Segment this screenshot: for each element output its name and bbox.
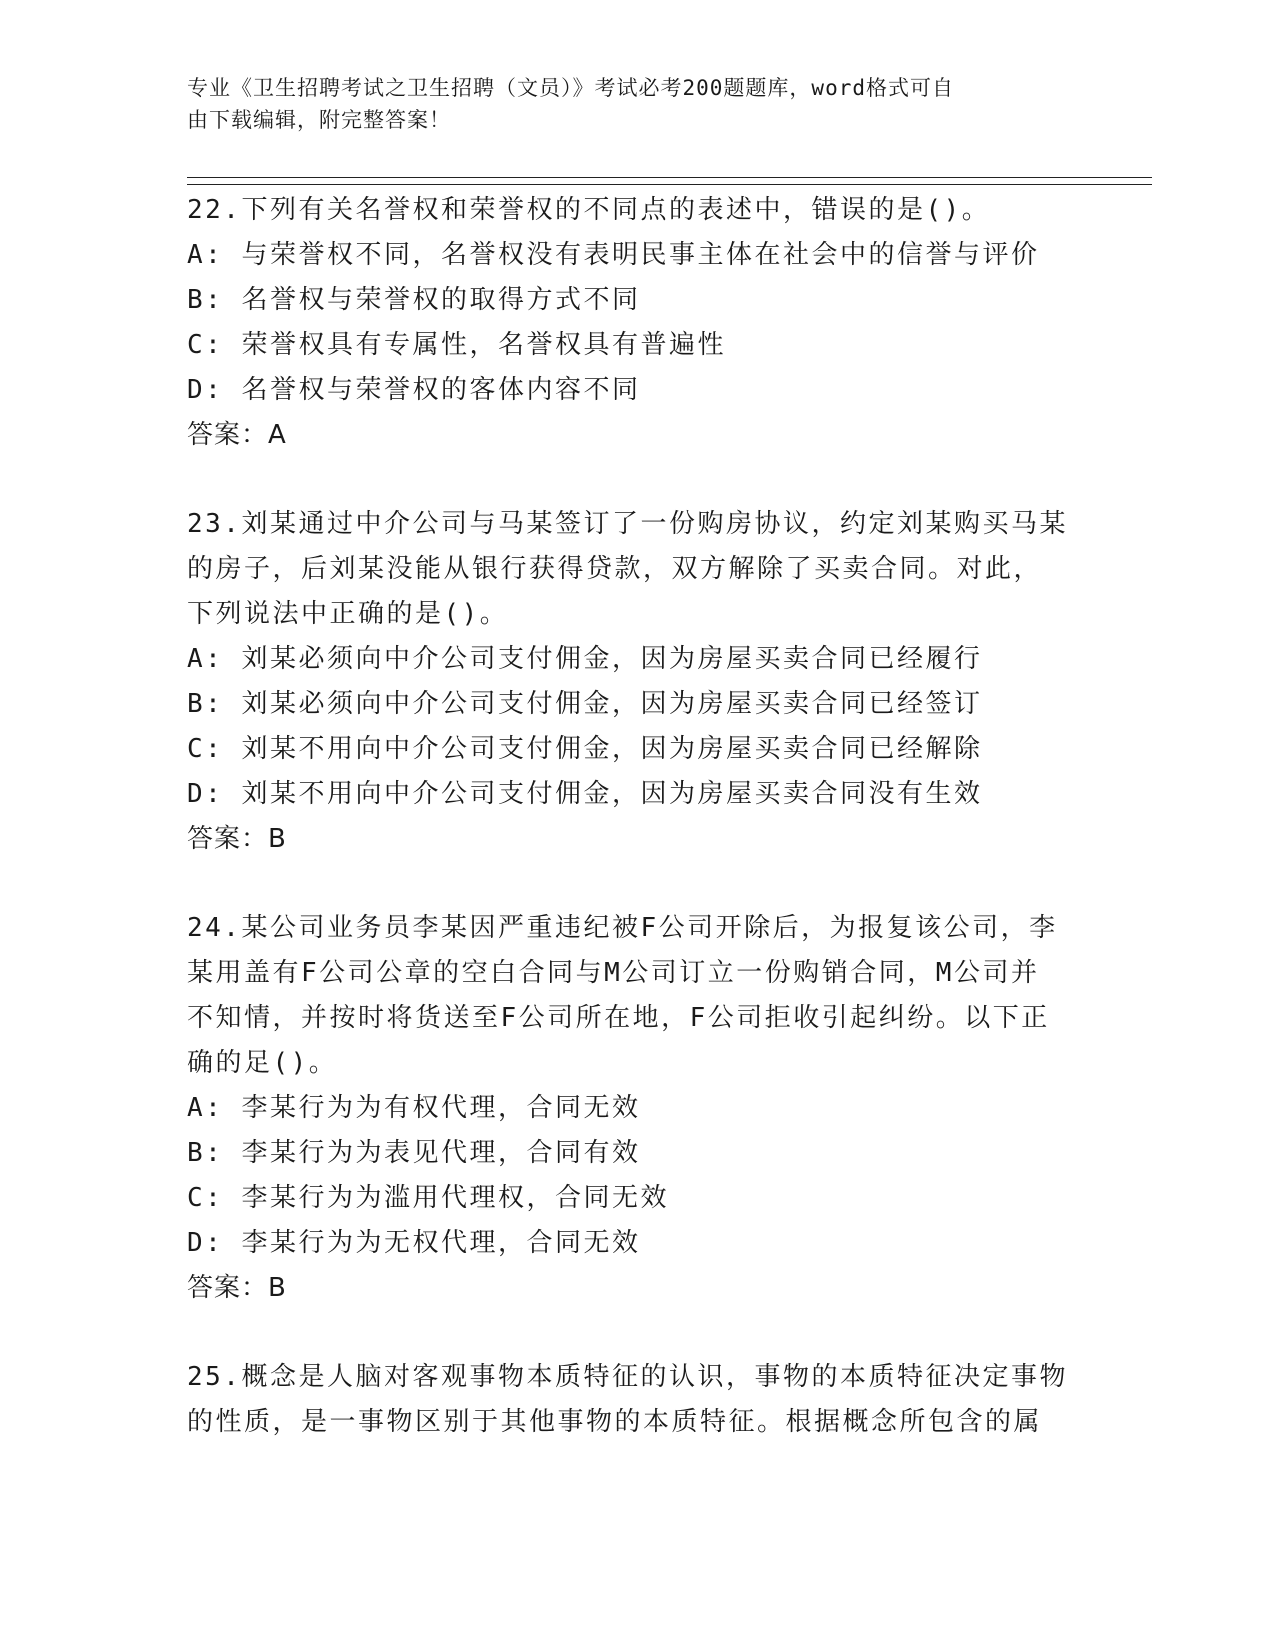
option-a: A: 刘某必须向中介公司支付佣金，因为房屋买卖合同已经履行	[187, 644, 983, 674]
question-text-line: 下列说法中正确的是()。	[187, 599, 509, 629]
option-d: D: 李某行为为无权代理，合同无效	[187, 1228, 641, 1258]
question-text-line: 的房子，后刘某没能从银行获得贷款，双方解除了买卖合同。对此，	[187, 554, 1043, 584]
document-header	[187, 72, 1067, 136]
question-text-line: 的性质，是一事物区别于其他事物的本质特征。根据概念所包含的属	[187, 1407, 1043, 1437]
question-text-line: 23.刘某通过中介公司与马某签订了一份购房协议，约定刘某购买马某	[187, 509, 1068, 539]
question-23	[187, 502, 1087, 862]
question-text-line: 不知情，并按时将货送至F公司所在地，F公司拒收引起纠纷。以下正	[187, 1003, 1050, 1033]
option-b: B: 刘某必须向中介公司支付佣金，因为房屋买卖合同已经签订	[187, 689, 983, 719]
answer-label: 答案：B	[187, 1273, 287, 1303]
question-text-line: 24.某公司业务员李某因严重违纪被F公司开除后，为报复该公司，李	[187, 913, 1058, 943]
answer-label: 答案：B	[187, 824, 287, 854]
question-text-line: 确的足()。	[187, 1048, 338, 1078]
option-b: B: 名誉权与荣誉权的取得方式不同	[187, 285, 641, 315]
question-text: 22.下列有关名誉权和荣誉权的不同点的表述中，错误的是()。	[187, 195, 991, 225]
option-d: D: 刘某不用向中介公司支付佣金，因为房屋买卖合同没有生效	[187, 779, 983, 809]
option-a: A: 李某行为为有权代理，合同无效	[187, 1093, 641, 1123]
question-22	[187, 188, 1087, 458]
option-b: B: 李某行为为表见代理，合同有效	[187, 1138, 641, 1168]
question-24	[187, 906, 1087, 1311]
question-list	[187, 188, 1087, 1489]
option-c: C: 刘某不用向中介公司支付佣金，因为房屋买卖合同已经解除	[187, 734, 983, 764]
answer-label: 答案：A	[187, 420, 287, 450]
question-text-line: 某用盖有F公司公章的空白合同与M公司订立一份购销合同，M公司并	[187, 958, 1040, 988]
option-a: A: 与荣誉权不同，名誉权没有表明民事主体在社会中的信誉与评价	[187, 240, 1040, 270]
header-divider-bottom	[187, 184, 1152, 185]
option-c: C: 荣誉权具有专属性，名誉权具有普遍性	[187, 330, 726, 360]
header-line-2: 由下载编辑，附完整答案！	[187, 108, 451, 132]
header-line-1: 专业《卫生招聘考试之卫生招聘（文员）》考试必考200题题库，word格式可自	[187, 76, 954, 100]
header-divider-top	[187, 177, 1152, 178]
question-25	[187, 1355, 1087, 1445]
question-text-line: 25.概念是人脑对客观事物本质特征的认识，事物的本质特征决定事物	[187, 1362, 1068, 1392]
option-c: C: 李某行为为滥用代理权，合同无效	[187, 1183, 669, 1213]
option-d: D: 名誉权与荣誉权的客体内容不同	[187, 375, 641, 405]
